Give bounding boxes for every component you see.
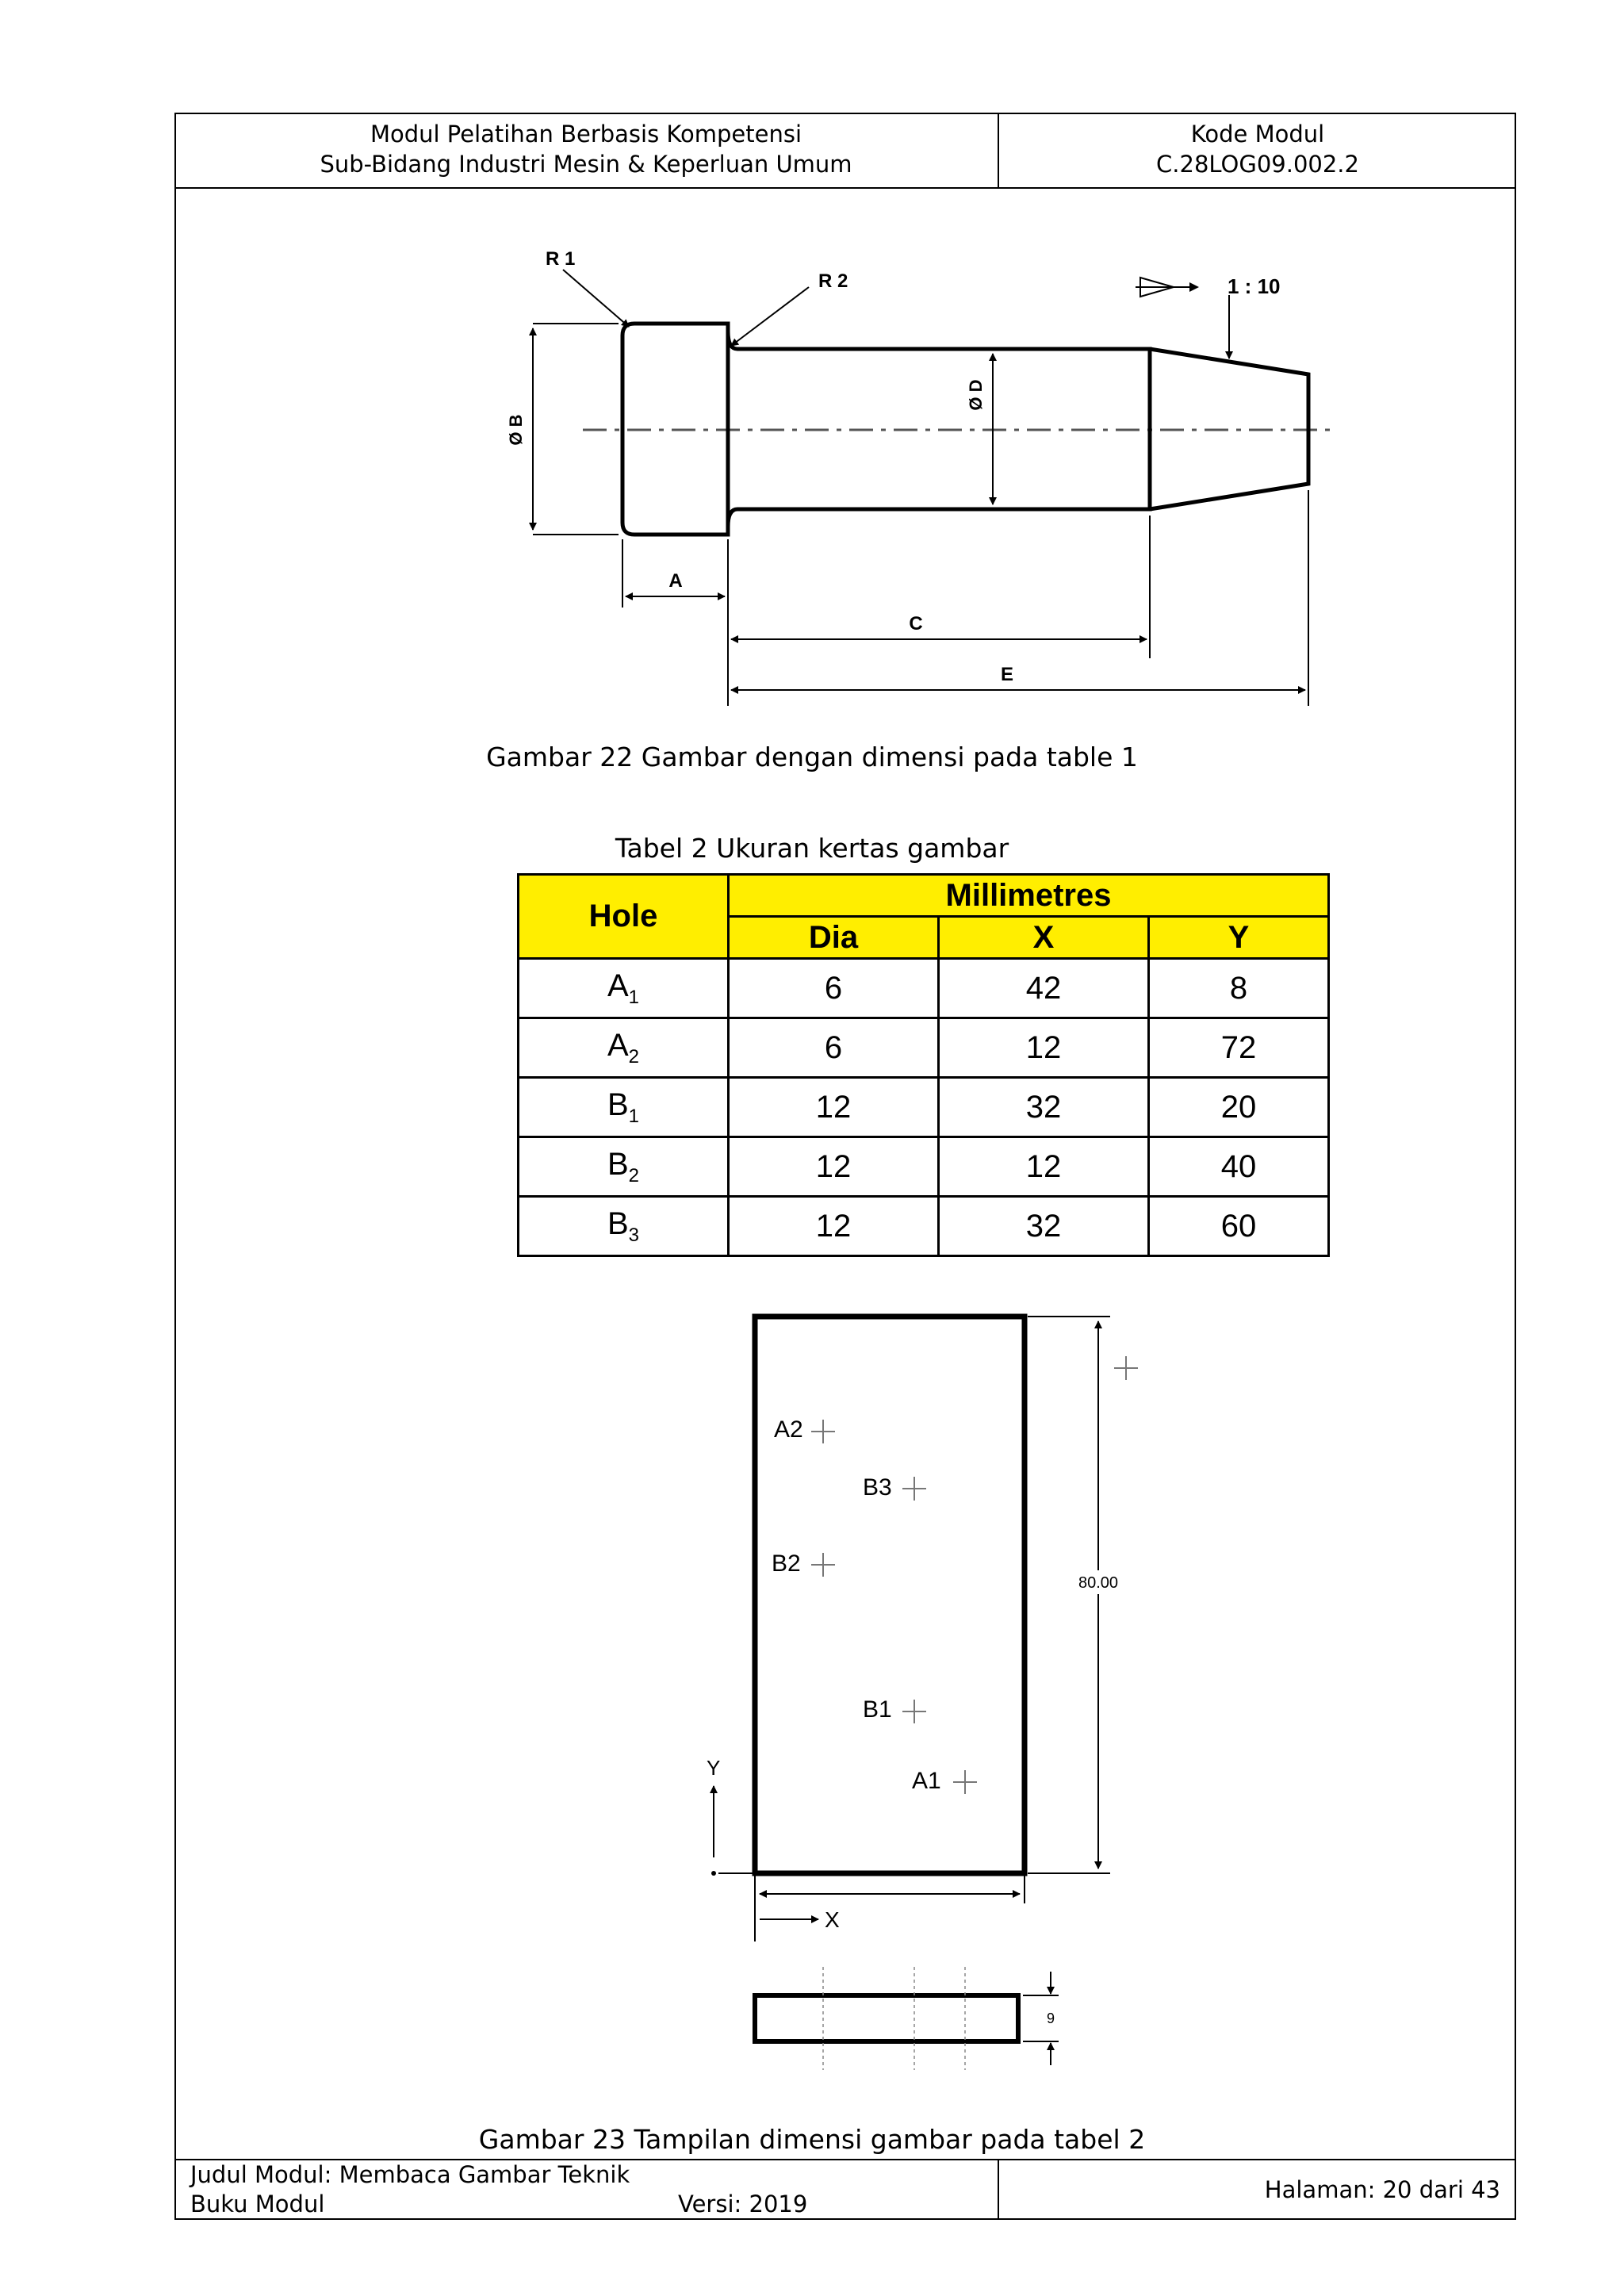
x-axis-label: X [825,1907,840,1932]
table-row [519,959,1329,1018]
thickness-label: 9 [1046,2010,1055,2026]
cell-y: 72 [1149,1018,1329,1078]
cell-hole: $B_3$ [519,1197,729,1256]
th-hole: Hole [519,875,729,959]
cell-x: 12 [939,1137,1149,1197]
cell-y: 40 [1149,1137,1329,1197]
y-axis-label: Y [707,1756,721,1780]
footer-module-info [174,2160,999,2220]
footer-page-number: Halaman: 20 dari 43 [1264,2176,1500,2203]
height-dim-label: 80.00 [1078,1574,1119,1592]
dim-d-label: Ø D [966,379,986,411]
taper-label: 1 : 10 [1228,274,1281,298]
cell-dia: 12 [729,1197,939,1256]
figure-23-drawing [682,1301,1142,2078]
table-row [519,1197,1329,1256]
cell-y: 20 [1149,1078,1329,1137]
cell-x: 32 [939,1197,1149,1256]
cell-x: 32 [939,1078,1149,1137]
r1-label: R 1 [546,248,576,270]
cell-dia: 12 [729,1137,939,1197]
header-module-code [1001,113,1515,187]
label-a1: A1 [912,1768,941,1794]
table-row [519,1137,1329,1197]
cell-x: 42 [939,959,1149,1018]
table-row [519,1078,1329,1137]
th-x: X [939,917,1149,959]
dim-c-label: C [909,613,923,634]
header-subtitle: Sub-Bidang Industri Mesin & Keperluan Umum [320,151,852,178]
cell-dia: 6 [729,959,939,1018]
cell-dia: 6 [729,1018,939,1078]
label-b3: B3 [863,1474,892,1501]
figure-23-caption: Gambar 23 Tampilan dimensi gambar pada tabel 2 [478,2124,1146,2155]
holes-table [517,873,1330,1257]
cell-hole: $A_1$ [519,959,729,1018]
dim-b-label: Ø B [506,414,526,446]
cell-hole: $A_2$ [519,1018,729,1078]
footer-book: Buku Modul [190,2191,325,2217]
table-row [519,1018,1329,1078]
label-b2: B2 [772,1550,801,1577]
cell-dia: 12 [729,1078,939,1137]
plate-outline [755,1317,1025,1873]
page-header [174,113,1516,189]
dim-e-label: E [1000,664,1014,685]
cell-hole: $B_1$ [519,1078,729,1137]
figure-22-caption: Gambar 22 Gambar dengan dimensi pada table 1 [486,742,1138,772]
r2-label: R 2 [818,270,848,292]
th-millimetres: Millimetres [729,875,1329,917]
table-2-caption: Tabel 2 Ukuran kertas gambar [615,833,1009,864]
cell-y: 8 [1149,959,1329,1018]
label-a2: A2 [774,1416,803,1443]
cell-y: 60 [1149,1197,1329,1256]
footer-version: Versi: 2019 [678,2191,808,2217]
footer-title: Judul Modul: Membaca Gambar Teknik [190,2161,630,2188]
cell-hole: $B_2$ [519,1137,729,1197]
plate-side-view [755,1995,1018,2041]
th-dia: Dia [729,917,939,959]
cell-x: 12 [939,1018,1149,1078]
page-footer [174,2159,1516,2220]
header-code-label: Kode Modul [1190,121,1325,148]
th-y: Y [1149,917,1329,959]
header-title: Modul Pelatihan Berbasis Kompetensi [370,121,802,148]
label-b1: B1 [863,1696,892,1723]
figure-22-drawing [476,230,1356,722]
header-module-info [174,113,999,187]
header-code-value: C.28LOG09.002.2 [1156,151,1359,178]
dim-a-label: A [668,570,683,592]
taper-symbol [1136,278,1229,358]
